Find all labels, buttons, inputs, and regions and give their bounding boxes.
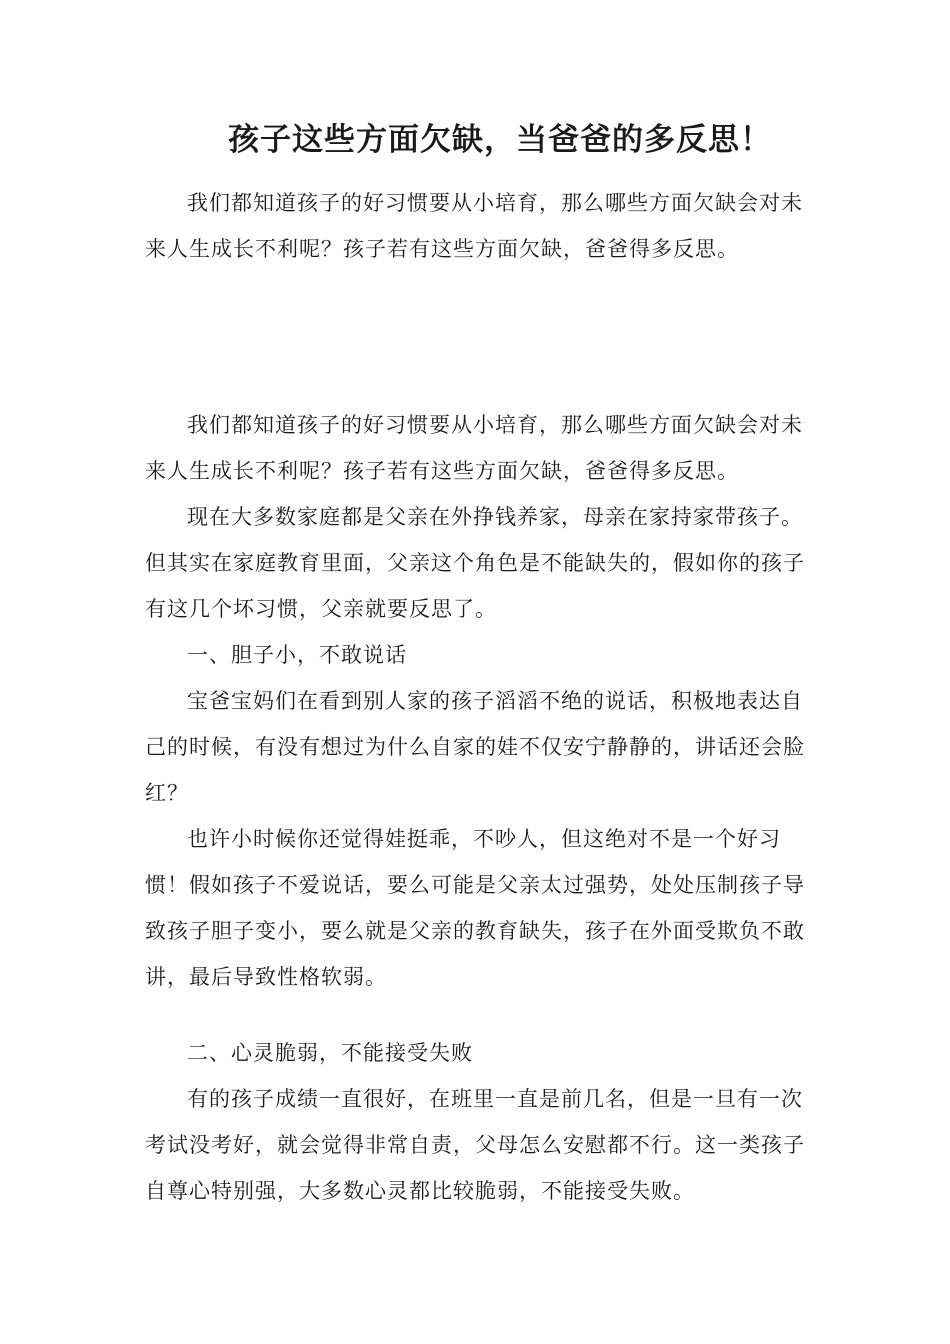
document-title: 孩子这些方面欠缺，当爸爸的多反思！ xyxy=(228,122,772,158)
paragraph: 宝爸宝妈们在看到别人家的孩子滔滔不绝的说话，积极地表达自己的时候，有没有想过为什么自家的娃不仅安宁静静的，讲话还会脸红？ xyxy=(145,689,805,805)
section-heading-two: 二、心灵脆弱，不能接受失败 xyxy=(187,1041,473,1065)
paragraph: 有的孩子成绩一直很好，在班里一直是前几名，但是一旦有一次考试没考好，就会觉得非常自责，父母怎么安慰都不行。这一类孩子自尊心特别强，大多数心灵都比较脆弱，不能接受失败。 xyxy=(145,1087,805,1203)
intro-paragraph: 我们都知道孩子的好习惯要从小培育，那么哪些方面欠缺会对未来人生成长不利呢？孩子若有这些方面欠缺，爸爸得多反思。 xyxy=(145,191,803,261)
paragraph: 我们都知道孩子的好习惯要从小培育，那么哪些方面欠缺会对未来人生成长不利呢？孩子若有这些方面欠缺，爸爸得多反思。 xyxy=(145,413,803,483)
paragraph: 现在大多数家庭都是父亲在外挣钱养家，母亲在家持家带孩子。但其实在家庭教育里面，父亲这个角色是不能缺失的，假如你的孩子有这几个坏习惯，父亲就要反思了。 xyxy=(145,505,805,621)
intro-block xyxy=(145,180,810,272)
paragraph: 也许小时候你还觉得娃挺乖，不吵人，但这绝对不是一个好习惯！假如孩子不爱说话，要么可能是父亲太过强势，处处压制孩子导致孩子胆子变小，要么就是父亲的教育缺失，孩子在外面受欺负不敢讲，最后导致性格软弱。 xyxy=(145,827,805,989)
section-two-body xyxy=(145,1030,810,1214)
main-body xyxy=(145,402,810,1000)
section-heading-one: 一、胆子小，不敢说话 xyxy=(187,643,407,667)
